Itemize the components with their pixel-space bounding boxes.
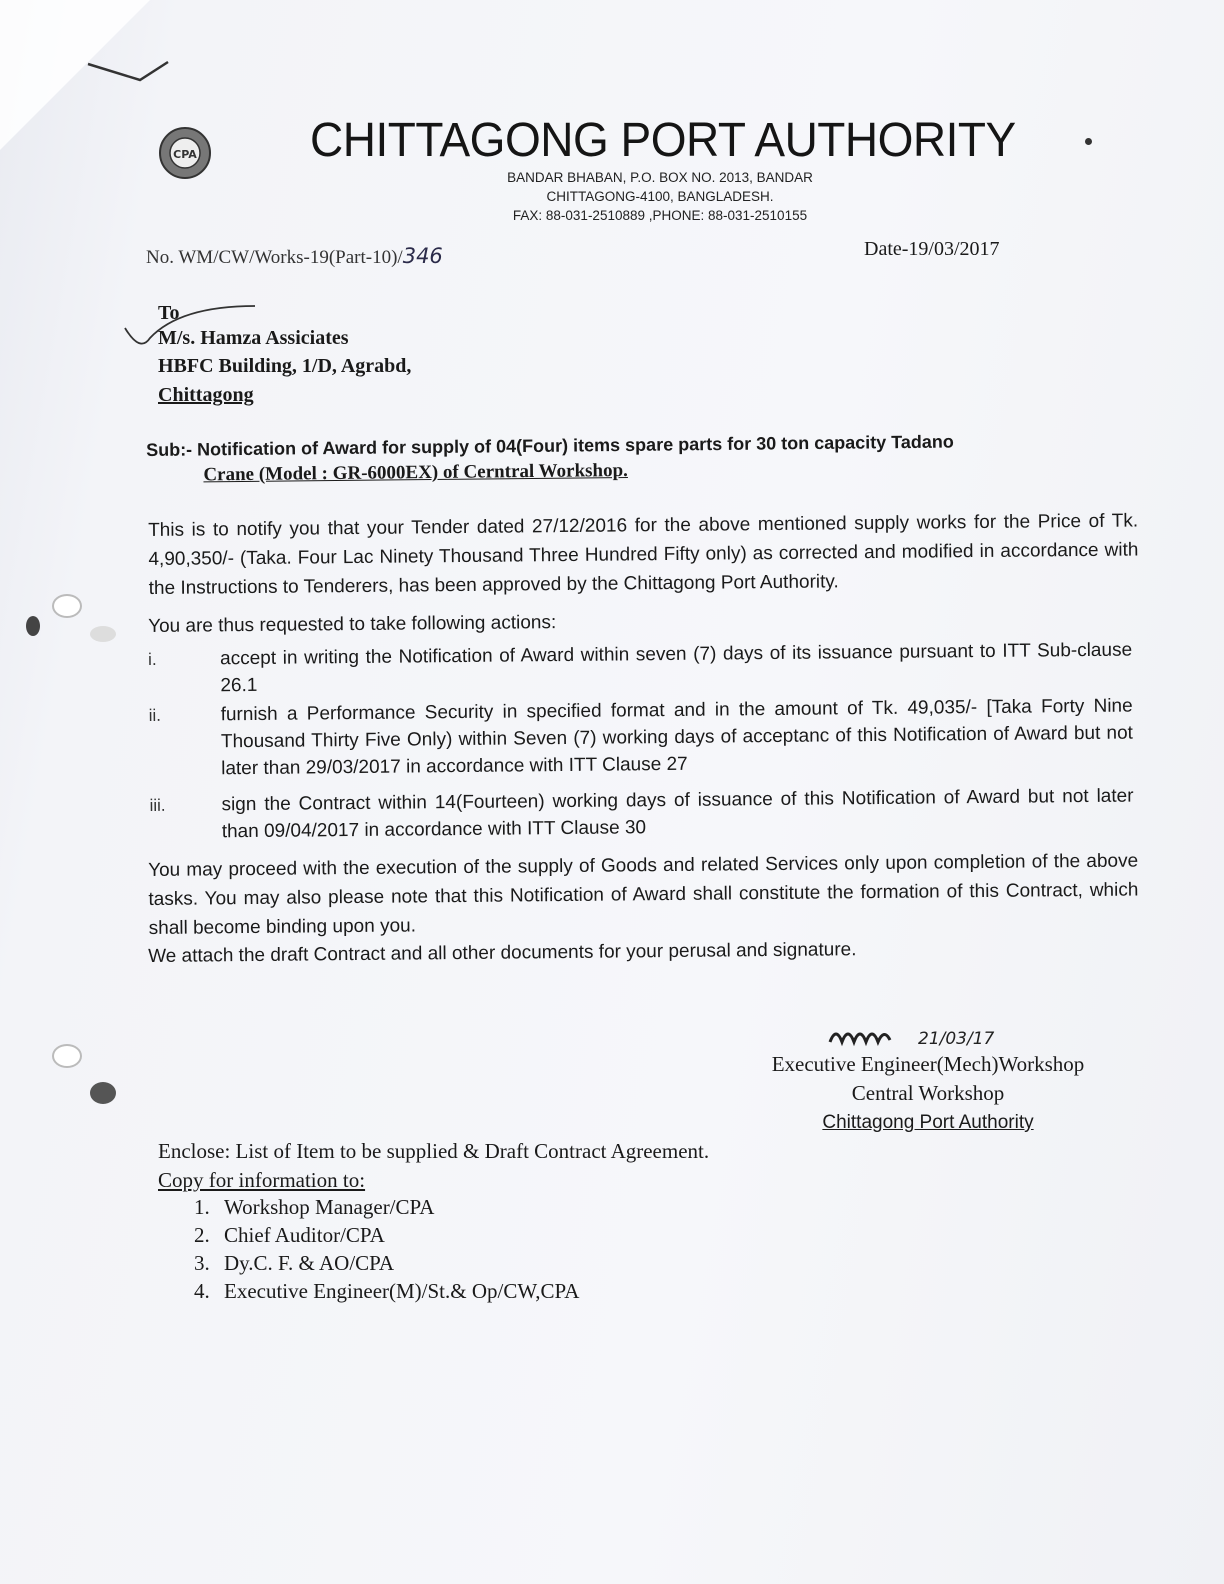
copy-list-item: 2. Chief Auditor/CPA	[194, 1223, 385, 1247]
copy-list-item: 4. Executive Engineer(M)/St.& Op/CW,CPA	[194, 1279, 580, 1303]
recipient-name: M/s. Hamza Assiciates	[158, 327, 349, 349]
punch-mark-icon	[90, 1082, 116, 1104]
action-number: i.	[148, 649, 157, 669]
cpa-logo-icon	[158, 126, 212, 180]
action-text: sign the Contract within 14(Fourteen) working days of issuance of this Notification of Award but not later than 09/04/2017 in accordance with ITT Clause 30	[221, 785, 1134, 843]
action-text: accept in writing the Notification of Award within seven (7) days of its issuance pursuant to ITT Sub-clause 26.1	[220, 639, 1133, 697]
action-number: iii.	[149, 795, 166, 815]
action-number: ii.	[148, 705, 162, 725]
punch-mark-icon	[26, 616, 40, 636]
handwritten-reference-number: 346	[402, 244, 443, 268]
organization-title: CHITTAGONG PORT AUTHORITY	[310, 111, 1016, 167]
signatory-department: Central Workshop	[851, 1081, 1005, 1105]
ink-dot	[1085, 138, 1092, 145]
signature-date: 21/03/17	[918, 1029, 995, 1049]
copy-heading: Copy for information to:	[158, 1168, 366, 1192]
action-item	[149, 782, 1140, 852]
punch-hole-icon	[52, 594, 82, 618]
action-text: furnish a Performance Security in specified format and in the amount of Tk. 49,035/- [Taka Forty Nine Thousand Thirty Five Only) within Seven (7) working days of acceptanc of this Notification of Award but not later than 29/03/2017 in accordance with ITT Clause 27	[220, 695, 1133, 780]
subject-line-2: Crane (Model : GR-6000EX) of Cerntral Workshop.	[203, 459, 628, 486]
subject-block	[146, 428, 1046, 489]
address-line-1: BANDAR BHABAN, P.O. BOX NO. 2013, BANDAR	[507, 170, 813, 185]
recipient-address: HBFC Building, 1/D, Agrabd,	[158, 355, 412, 377]
to-label: To	[158, 302, 180, 324]
tick-mark-icon	[70, 50, 180, 100]
reference-prefix: No. WM/CW/Works-19(Part-10)/	[146, 247, 403, 268]
request-line: You are thus requested to take following actions:	[148, 612, 557, 637]
action-list	[148, 636, 1140, 845]
copy-list-item: 1. Workshop Manager/CPA	[194, 1195, 435, 1219]
attach-line: We attach the draft Contract and all other documents for your perusal and signature.	[148, 939, 857, 967]
reference-number	[146, 244, 443, 269]
copy-list	[194, 1193, 579, 1305]
copy-list-item: 3. Dy.C. F. & AO/CPA	[194, 1251, 395, 1275]
punch-mark-icon	[90, 626, 116, 642]
punch-hole-icon	[52, 1044, 82, 1068]
contact-line: FAX: 88-031-2510889 ,PHONE: 88-031-2510155	[512, 208, 808, 223]
action-item	[149, 692, 1140, 785]
enclosure-line: Enclose: List of Item to be supplied & Draft Contract Agreement.	[158, 1139, 710, 1163]
handwritten-signature	[826, 1018, 1036, 1054]
subject-line-1: Sub:- Notification of Award for supply of 04(Four) items spare parts for 30 ton capacity Tadano	[146, 431, 954, 460]
address-line-2: CHITTAGONG-4100, BANGLADESH.	[546, 189, 774, 204]
signatory-organization: Chittagong Port Authority	[822, 1112, 1034, 1133]
signatory-title: Executive Engineer(Mech)Workshop	[771, 1052, 1085, 1076]
intro-paragraph: This is to notify you that your Tender dated 27/12/2016 for the above mentioned supply works for the Price of Tk. 4,90,350/- (Taka. Four Lac Ninety Thousand Three Hundred Fifty only) as corrected and modified in accordance with the Instructions to Tenderers, has been approved by the Chittagong Port Authority.	[148, 510, 1139, 599]
signature-block	[748, 1050, 1108, 1137]
letter-date: Date-19/03/2017	[864, 238, 1000, 260]
proceed-paragraph: You may proceed with the execution of the supply of Goods and related Services only upon completion of the above tasks. You may also please note that this Notification of Award shall constitute the formation of this Contract, which shall become binding upon you.	[148, 850, 1139, 939]
recipient-city: Chittagong	[158, 384, 254, 406]
logo-text: CPA	[173, 148, 197, 161]
